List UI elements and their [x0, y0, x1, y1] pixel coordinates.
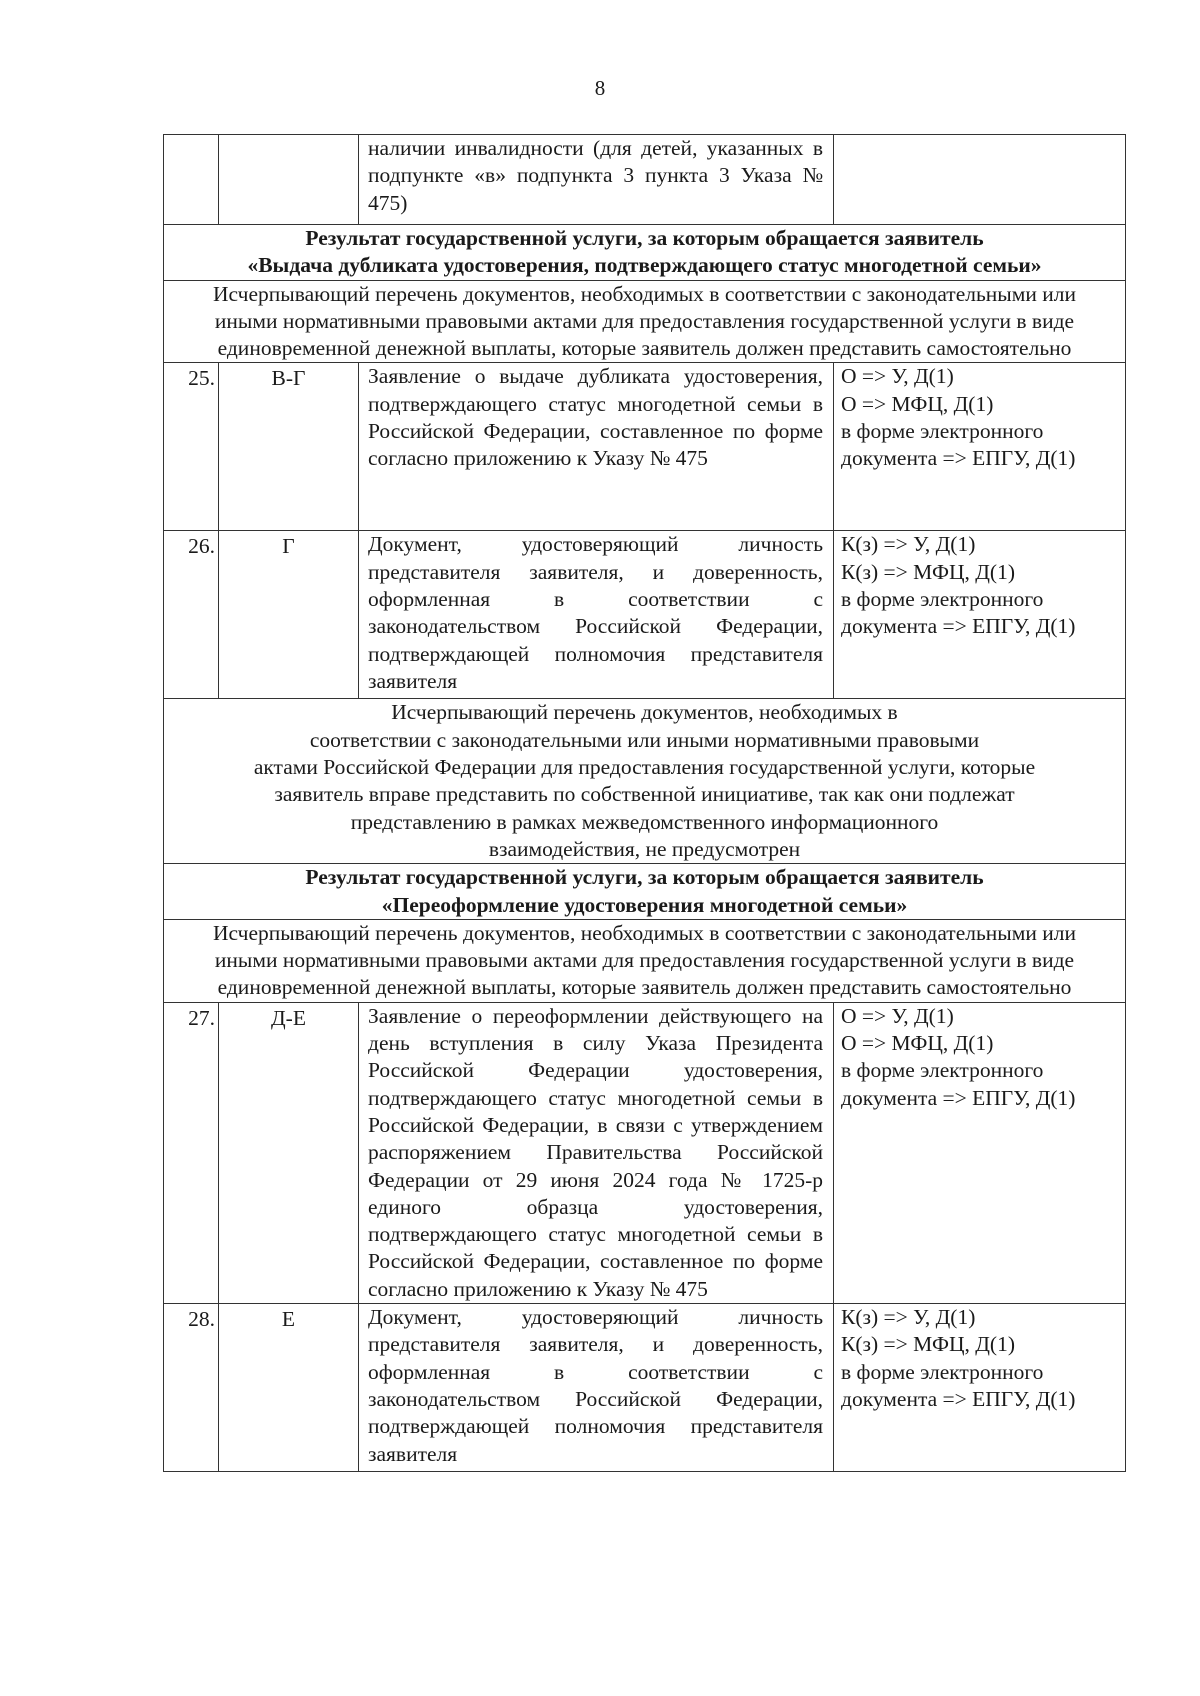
interagency-docs-caption: [164, 699, 1126, 864]
section-heading: [164, 225, 1126, 281]
interagency-docs-row: [164, 699, 1126, 864]
row-code: Е: [219, 1304, 359, 1472]
section-heading-line: Результат государственной услуги, за которым обращается заявитель: [305, 865, 984, 890]
documents-table: [163, 134, 1126, 1472]
section-heading-row: [164, 225, 1126, 281]
row-code: Д-Е: [219, 1002, 359, 1303]
section-heading-line: Результат государственной услуги, за которым обращается заявитель: [305, 226, 984, 250]
table-row: [164, 135, 1126, 225]
submission-ways-cell: [834, 135, 1126, 225]
submission-way: О => У, Д(1): [841, 1003, 954, 1028]
row-number: 25.: [164, 363, 219, 531]
row-submission-ways: [834, 1304, 1126, 1472]
row-description: Заявление о выдаче дубликата удостоверения, подтверждающего статус многодетной семьи в Российской Федерации, составленное по форме согласно приложению к Указу № 475: [359, 363, 834, 531]
caption-line: взаимодействия, не предусмотрен: [488, 836, 801, 861]
code-cell: [219, 135, 359, 225]
section-heading: [164, 864, 1126, 920]
row-code: В-Г: [219, 363, 359, 531]
description-cell: наличии инвалидности (для детей, указанных в подпункте «в» подпункта 3 пункта 3 Указа № 475): [359, 135, 834, 225]
page-number: 8: [594, 76, 606, 100]
row-description: Документ, удостоверяющий личность представителя заявителя, и доверенность, оформленная в соответствии с законодательством Российской Федерации, подтверждающей полномочия представителя заявителя: [359, 1304, 834, 1472]
submission-way: К(з) => МФЦ, Д(1): [841, 559, 1015, 584]
row-number: 28.: [164, 1304, 219, 1472]
submission-way: О => МФЦ, Д(1): [841, 1031, 994, 1056]
row-submission-ways: [834, 363, 1126, 531]
caption-line: Исчерпывающий перечень документов, необходимых в: [391, 700, 898, 725]
number-cell: [164, 135, 219, 225]
caption-line: представлению в рамках межведомственного информационного: [350, 809, 939, 834]
submission-way: О => У, Д(1): [841, 364, 954, 389]
row-code: Г: [219, 531, 359, 699]
required-docs-row: [164, 280, 1126, 363]
table-row: [164, 1002, 1126, 1303]
row-description: Заявление о переоформлении действующего на день вступления в силу Указа Президента Российской Федерации удостоверения, подтверждающего статус многодетной семьи в Российской Федерации, в связи с утверждением распоряжением Правительства Российской Федерации от 29 июня 2024 года № 1725-р единого образца удостоверения, подтверждающего статус многодетной семьи в Российской Федерации, составленное по форме согласно приложению к Указу № 475: [359, 1002, 834, 1303]
row-number: 27.: [164, 1002, 219, 1303]
submission-way: К(з) => У, Д(1): [841, 1305, 976, 1330]
required-docs-row: [164, 919, 1126, 1002]
caption-line: актами Российской Федерации для предоставления государственной услуги, которые: [253, 755, 1036, 780]
section-heading-line: «Выдача дубликата удостоверения, подтверждающего статус многодетной семьи»: [247, 253, 1042, 278]
required-docs-caption: Исчерпывающий перечень документов, необходимых в соответствии с законодательными или иными нормативными правовыми актами для предоставления государственной услуги в виде единовременной денежной выплаты, которые заявитель должен представить самостоятельно: [164, 919, 1126, 1002]
row-description: Документ, удостоверяющий личность представителя заявителя, и доверенность, оформленная в соответствии с законодательством Российской Федерации, подтверждающей полномочия представителя заявителя: [359, 531, 834, 699]
section-heading-row: [164, 864, 1126, 920]
table-row: [164, 363, 1126, 531]
caption-line: соответствии с законодательными или иными нормативными правовыми: [309, 727, 980, 752]
submission-way: К(з) => У, Д(1): [841, 532, 976, 557]
submission-way: в форме электронного документа => ЕПГУ, Д(1): [841, 587, 1076, 639]
submission-way: К(з) => МФЦ, Д(1): [841, 1332, 1015, 1357]
row-submission-ways: [834, 1002, 1126, 1303]
table-row: [164, 1304, 1126, 1472]
row-number: 26.: [164, 531, 219, 699]
section-heading-line: «Переоформление удостоверения многодетной семьи»: [381, 892, 908, 917]
caption-line: заявитель вправе представить по собственной инициативе, так как они подлежат: [274, 782, 1015, 807]
row-submission-ways: [834, 531, 1126, 699]
required-docs-caption: Исчерпывающий перечень документов, необходимых в соответствии с законодательными или иными нормативными правовыми актами для предоставления государственной услуги в виде единовременной денежной выплаты, которые заявитель должен представить самостоятельно: [164, 280, 1126, 363]
submission-way: в форме электронного документа => ЕПГУ, Д(1): [841, 419, 1076, 471]
submission-way: в форме электронного документа => ЕПГУ, Д(1): [841, 1359, 1076, 1411]
submission-way: в форме электронного документа => ЕПГУ, Д(1): [841, 1058, 1076, 1110]
submission-way: О => МФЦ, Д(1): [841, 391, 994, 416]
table-row: [164, 531, 1126, 699]
